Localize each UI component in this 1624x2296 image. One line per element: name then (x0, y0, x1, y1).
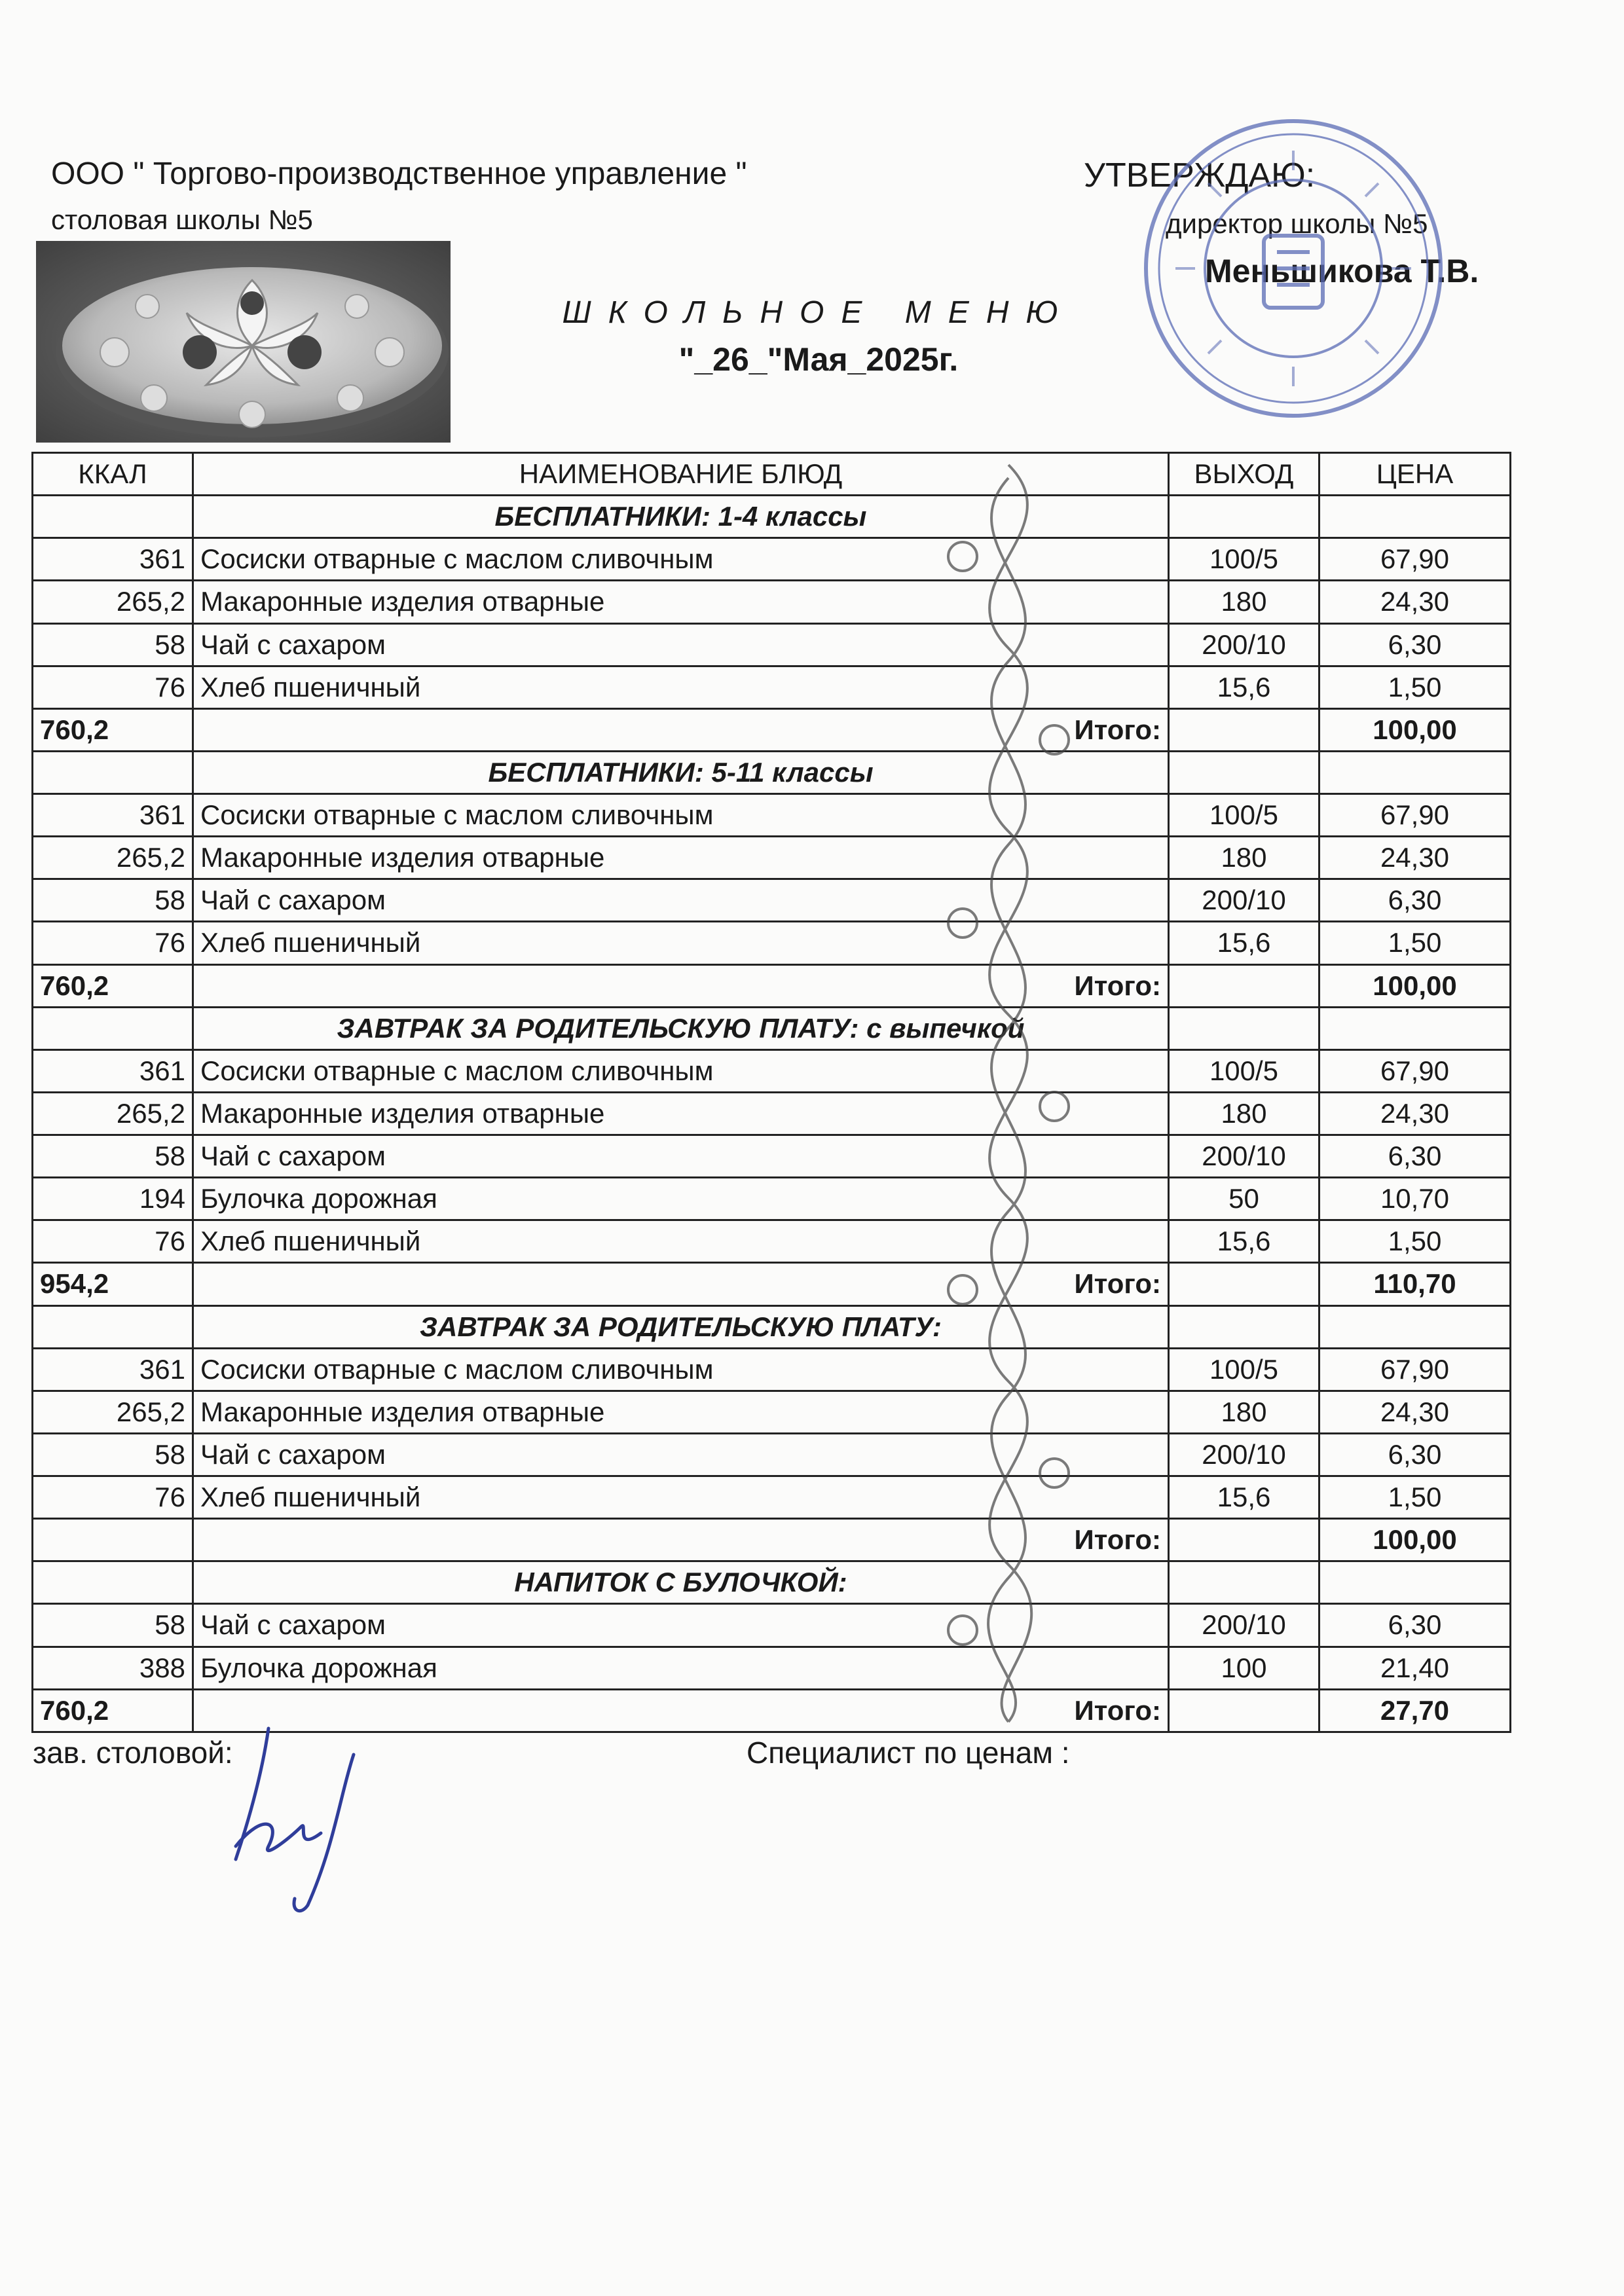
dish-name: Сосиски отварные с маслом сливочным (193, 1049, 1169, 1092)
dish-price: 67,90 (1320, 1348, 1511, 1391)
dish-output: 200/10 (1169, 879, 1320, 922)
table-row (33, 837, 1511, 879)
table-row (33, 922, 1511, 964)
section-header-row (33, 1007, 1511, 1049)
handwritten-signature (223, 1715, 380, 1918)
total-price: 100,00 (1320, 708, 1511, 751)
section-title: ЗАВТРАК ЗА РОДИТЕЛЬСКУЮ ПЛАТУ: (193, 1305, 1169, 1348)
section-output-cell (1169, 1561, 1320, 1604)
section-title: ЗАВТРАК ЗА РОДИТЕЛЬСКУЮ ПЛАТУ: с выпечкой (193, 1007, 1169, 1049)
dish-name: Чай с сахаром (193, 623, 1169, 666)
menu-date: "_26_"Мая_2025г. (678, 341, 959, 378)
dish-name: Булочка дорожная (193, 1647, 1169, 1689)
section-header-row (33, 496, 1511, 538)
total-label: Итого: (193, 1519, 1169, 1561)
total-kcal: 760,2 (33, 1689, 193, 1732)
total-output-cell (1169, 1263, 1320, 1305)
dish-price: 1,50 (1320, 666, 1511, 708)
section-total-row (33, 964, 1511, 1007)
table-row (33, 1647, 1511, 1689)
dish-kcal: 388 (33, 1647, 193, 1689)
dish-price: 6,30 (1320, 879, 1511, 922)
dish-price: 1,50 (1320, 1476, 1511, 1519)
round-stamp (1136, 111, 1450, 426)
dish-output: 15,6 (1169, 1220, 1320, 1263)
table-row (33, 1220, 1511, 1263)
total-output-cell (1169, 1519, 1320, 1561)
dish-price: 24,30 (1320, 837, 1511, 879)
table-row (33, 538, 1511, 581)
header-dish-name: НАИМЕНОВАНИЕ БЛЮД (193, 453, 1169, 496)
section-output-cell (1169, 1007, 1320, 1049)
section-header-row (33, 1305, 1511, 1348)
price-specialist-label: Специалист по ценам : (747, 1736, 1070, 1770)
dish-kcal: 58 (33, 1135, 193, 1178)
section-total-row (33, 1519, 1511, 1561)
menu-table (31, 452, 1511, 1733)
dish-name: Хлеб пшеничный (193, 1220, 1169, 1263)
dish-kcal: 361 (33, 1348, 193, 1391)
table-row (33, 1476, 1511, 1519)
dish-kcal: 76 (33, 922, 193, 964)
header-kcal: ККАЛ (33, 453, 193, 496)
table-row (33, 879, 1511, 922)
table-row (33, 1135, 1511, 1178)
total-kcal: 760,2 (33, 964, 193, 1007)
dish-price: 6,30 (1320, 1433, 1511, 1476)
dish-kcal: 265,2 (33, 1092, 193, 1135)
dish-kcal: 76 (33, 1476, 193, 1519)
dish-name: Булочка дорожная (193, 1178, 1169, 1220)
dish-kcal: 58 (33, 879, 193, 922)
section-price-cell (1320, 1007, 1511, 1049)
dish-output: 180 (1169, 837, 1320, 879)
canteen-head-label: зав. столовой: (33, 1736, 233, 1770)
dish-price: 67,90 (1320, 538, 1511, 581)
dish-output: 100/5 (1169, 1049, 1320, 1092)
dish-output: 200/10 (1169, 623, 1320, 666)
total-kcal (33, 1519, 193, 1561)
dish-name: Чай с сахаром (193, 879, 1169, 922)
dish-name: Хлеб пшеничный (193, 1476, 1169, 1519)
table-row (33, 1348, 1511, 1391)
total-label: Итого: (193, 1263, 1169, 1305)
section-price-cell (1320, 496, 1511, 538)
dish-output: 15,6 (1169, 1476, 1320, 1519)
dish-kcal: 194 (33, 1178, 193, 1220)
dish-name: Хлеб пшеничный (193, 666, 1169, 708)
section-kcal-cell (33, 496, 193, 538)
total-price: 110,70 (1320, 1263, 1511, 1305)
director-title: директор школы №5 (1166, 208, 1428, 239)
total-output-cell (1169, 964, 1320, 1007)
header-price: ЦЕНА (1320, 453, 1511, 496)
total-label: Итого: (193, 964, 1169, 1007)
header-output: ВЫХОД (1169, 453, 1320, 496)
section-price-cell (1320, 1561, 1511, 1604)
dish-name: Макаронные изделия отварные (193, 581, 1169, 623)
dish-output: 50 (1169, 1178, 1320, 1220)
section-output-cell (1169, 496, 1320, 538)
dish-price: 67,90 (1320, 794, 1511, 837)
table-row (33, 666, 1511, 708)
section-header-row (33, 1561, 1511, 1604)
table-row (33, 1433, 1511, 1476)
dish-name: Сосиски отварные с маслом сливочным (193, 794, 1169, 837)
dish-price: 6,30 (1320, 623, 1511, 666)
table-row (33, 1391, 1511, 1433)
approve-label: УТВЕРЖДАЮ: (1084, 156, 1316, 194)
dish-kcal: 361 (33, 538, 193, 581)
table-row (33, 1604, 1511, 1647)
dish-name: Макаронные изделия отварные (193, 837, 1169, 879)
menu-title: ШКОЛЬНОЕ МЕНЮ (562, 295, 1075, 330)
dish-price: 6,30 (1320, 1135, 1511, 1178)
dish-price: 24,30 (1320, 581, 1511, 623)
total-output-cell (1169, 708, 1320, 751)
dish-output: 200/10 (1169, 1135, 1320, 1178)
dish-price: 24,30 (1320, 1391, 1511, 1433)
table-row (33, 1178, 1511, 1220)
total-kcal: 760,2 (33, 708, 193, 751)
organization-name: ООО " Торгово-производственное управление " (51, 156, 747, 191)
dish-name: Чай с сахаром (193, 1433, 1169, 1476)
dish-kcal: 361 (33, 1049, 193, 1092)
dish-price: 24,30 (1320, 1092, 1511, 1135)
section-kcal-cell (33, 1305, 193, 1348)
section-kcal-cell (33, 1007, 193, 1049)
section-title: НАПИТОК С БУЛОЧКОЙ: (193, 1561, 1169, 1604)
dish-name: Чай с сахаром (193, 1135, 1169, 1178)
table-row (33, 581, 1511, 623)
dish-price: 6,30 (1320, 1604, 1511, 1647)
dish-name: Чай с сахаром (193, 1604, 1169, 1647)
section-output-cell (1169, 1305, 1320, 1348)
table-row (33, 794, 1511, 837)
total-price: 100,00 (1320, 1519, 1511, 1561)
dish-output: 100 (1169, 1647, 1320, 1689)
section-total-row (33, 708, 1511, 751)
dish-kcal: 76 (33, 1220, 193, 1263)
section-kcal-cell (33, 1561, 193, 1604)
dish-price: 1,50 (1320, 922, 1511, 964)
table-row (33, 1092, 1511, 1135)
dish-kcal: 76 (33, 666, 193, 708)
total-kcal: 954,2 (33, 1263, 193, 1305)
dish-price: 21,40 (1320, 1647, 1511, 1689)
section-title: БЕСПЛАТНИКИ: 5-11 классы (193, 751, 1169, 793)
dish-kcal: 361 (33, 794, 193, 837)
section-header-row (33, 751, 1511, 793)
dish-price: 10,70 (1320, 1178, 1511, 1220)
director-name: Меньшикова Т.В. (1205, 253, 1479, 289)
total-label: Итого: (193, 708, 1169, 751)
section-price-cell (1320, 1305, 1511, 1348)
dish-name: Сосиски отварные с маслом сливочным (193, 538, 1169, 581)
dish-output: 200/10 (1169, 1604, 1320, 1647)
section-price-cell (1320, 751, 1511, 793)
total-label: Итого: (193, 1689, 1169, 1732)
total-output-cell (1169, 1689, 1320, 1732)
section-total-row (33, 1263, 1511, 1305)
dish-name: Хлеб пшеничный (193, 922, 1169, 964)
dish-name: Макаронные изделия отварные (193, 1092, 1169, 1135)
dish-kcal: 58 (33, 1433, 193, 1476)
section-kcal-cell (33, 751, 193, 793)
pie-photo (36, 241, 451, 443)
dish-output: 180 (1169, 1092, 1320, 1135)
dish-name: Сосиски отварные с маслом сливочным (193, 1348, 1169, 1391)
dish-output: 100/5 (1169, 538, 1320, 581)
table-row (33, 1049, 1511, 1092)
dish-output: 100/5 (1169, 794, 1320, 837)
table-row (33, 623, 1511, 666)
dish-output: 180 (1169, 1391, 1320, 1433)
dish-output: 200/10 (1169, 1433, 1320, 1476)
total-price: 27,70 (1320, 1689, 1511, 1732)
dish-kcal: 265,2 (33, 581, 193, 623)
total-price: 100,00 (1320, 964, 1511, 1007)
dish-kcal: 265,2 (33, 837, 193, 879)
dish-price: 1,50 (1320, 1220, 1511, 1263)
table-header-row (33, 453, 1511, 496)
dish-kcal: 265,2 (33, 1391, 193, 1433)
dish-kcal: 58 (33, 1604, 193, 1647)
dish-output: 100/5 (1169, 1348, 1320, 1391)
section-title: БЕСПЛАТНИКИ: 1-4 классы (193, 496, 1169, 538)
dish-price: 67,90 (1320, 1049, 1511, 1092)
dish-output: 15,6 (1169, 922, 1320, 964)
canteen-label: столовая школы №5 (51, 204, 313, 235)
dish-kcal: 58 (33, 623, 193, 666)
dish-output: 180 (1169, 581, 1320, 623)
dish-output: 15,6 (1169, 666, 1320, 708)
section-output-cell (1169, 751, 1320, 793)
dish-name: Макаронные изделия отварные (193, 1391, 1169, 1433)
